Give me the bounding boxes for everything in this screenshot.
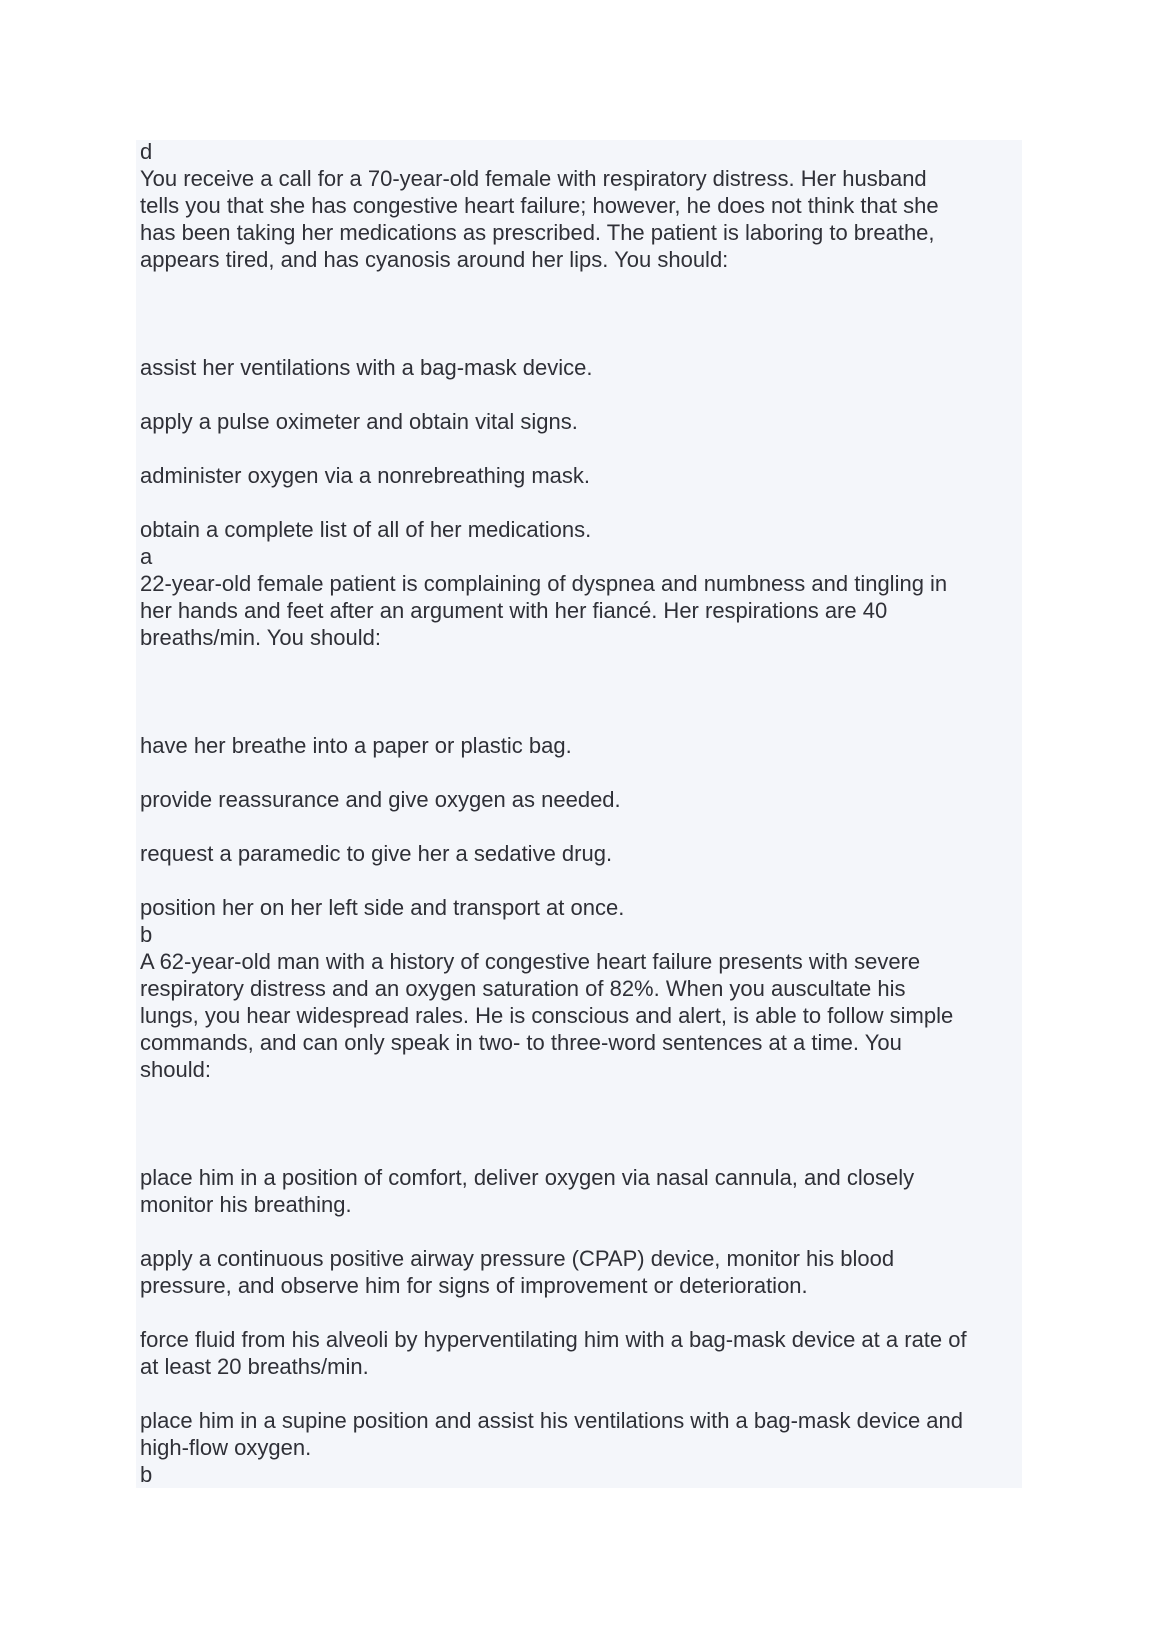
answer-option: position her on her left side and transport at once.	[140, 895, 625, 920]
answer-option: request a paramedic to give her a sedative drug.	[140, 841, 613, 866]
answer-option: apply a pulse oximeter and obtain vital signs.	[140, 409, 578, 434]
question-text: A 62-year-old man with a history of congestive heart failure presents with severe respiratory distress and an oxygen saturation of 82%. When you auscultate his lungs, you hear widespread rales. He is conscious and alert, is able to follow simple commands, and can only speak in two- to three-word sentences at a time. You should:	[140, 949, 954, 1082]
question-text: You receive a call for a 70-year-old female with respiratory distress. Her husband tells you that she has congestive heart failure; however, he does not think that she has been taking her medications as prescribed. The patient is laboring to breathe, appears tired, and has cyanosis around her lips. You should:	[140, 166, 939, 272]
answer-key: d	[140, 139, 153, 164]
answer-option: apply a continuous positive airway pressure (CPAP) device, monitor his blood pressure, and observe him for signs of improvement or deterioration.	[140, 1246, 895, 1298]
answer-option: force fluid from his alveoli by hyperventilating him with a bag-mask device at a rate of at least 20 breaths/min.	[140, 1327, 967, 1379]
answer-option: place him in a position of comfort, deliver oxygen via nasal cannula, and closely monitor his breathing.	[140, 1165, 915, 1217]
answer-key: b	[140, 1462, 153, 1487]
answer-option: place him in a supine position and assist his ventilations with a bag-mask device and high-flow oxygen.	[140, 1408, 964, 1460]
answer-option: assist her ventilations with a bag-mask device.	[140, 355, 593, 380]
question-text: 22-year-old female patient is complaining of dyspnea and numbness and tingling in her hands and feet after an argument with her fiancé. Her respirations are 40 breaths/min. You should:	[140, 571, 948, 650]
answer-key: a	[140, 544, 153, 569]
answer-option: have her breathe into a paper or plastic bag.	[140, 733, 572, 758]
answer-option: obtain a complete list of all of her medications.	[140, 517, 592, 542]
answer-key: b	[140, 922, 153, 947]
answer-option: administer oxygen via a nonrebreathing mask.	[140, 463, 591, 488]
quiz-content	[140, 138, 1022, 1488]
answer-option: provide reassurance and give oxygen as needed.	[140, 787, 621, 812]
